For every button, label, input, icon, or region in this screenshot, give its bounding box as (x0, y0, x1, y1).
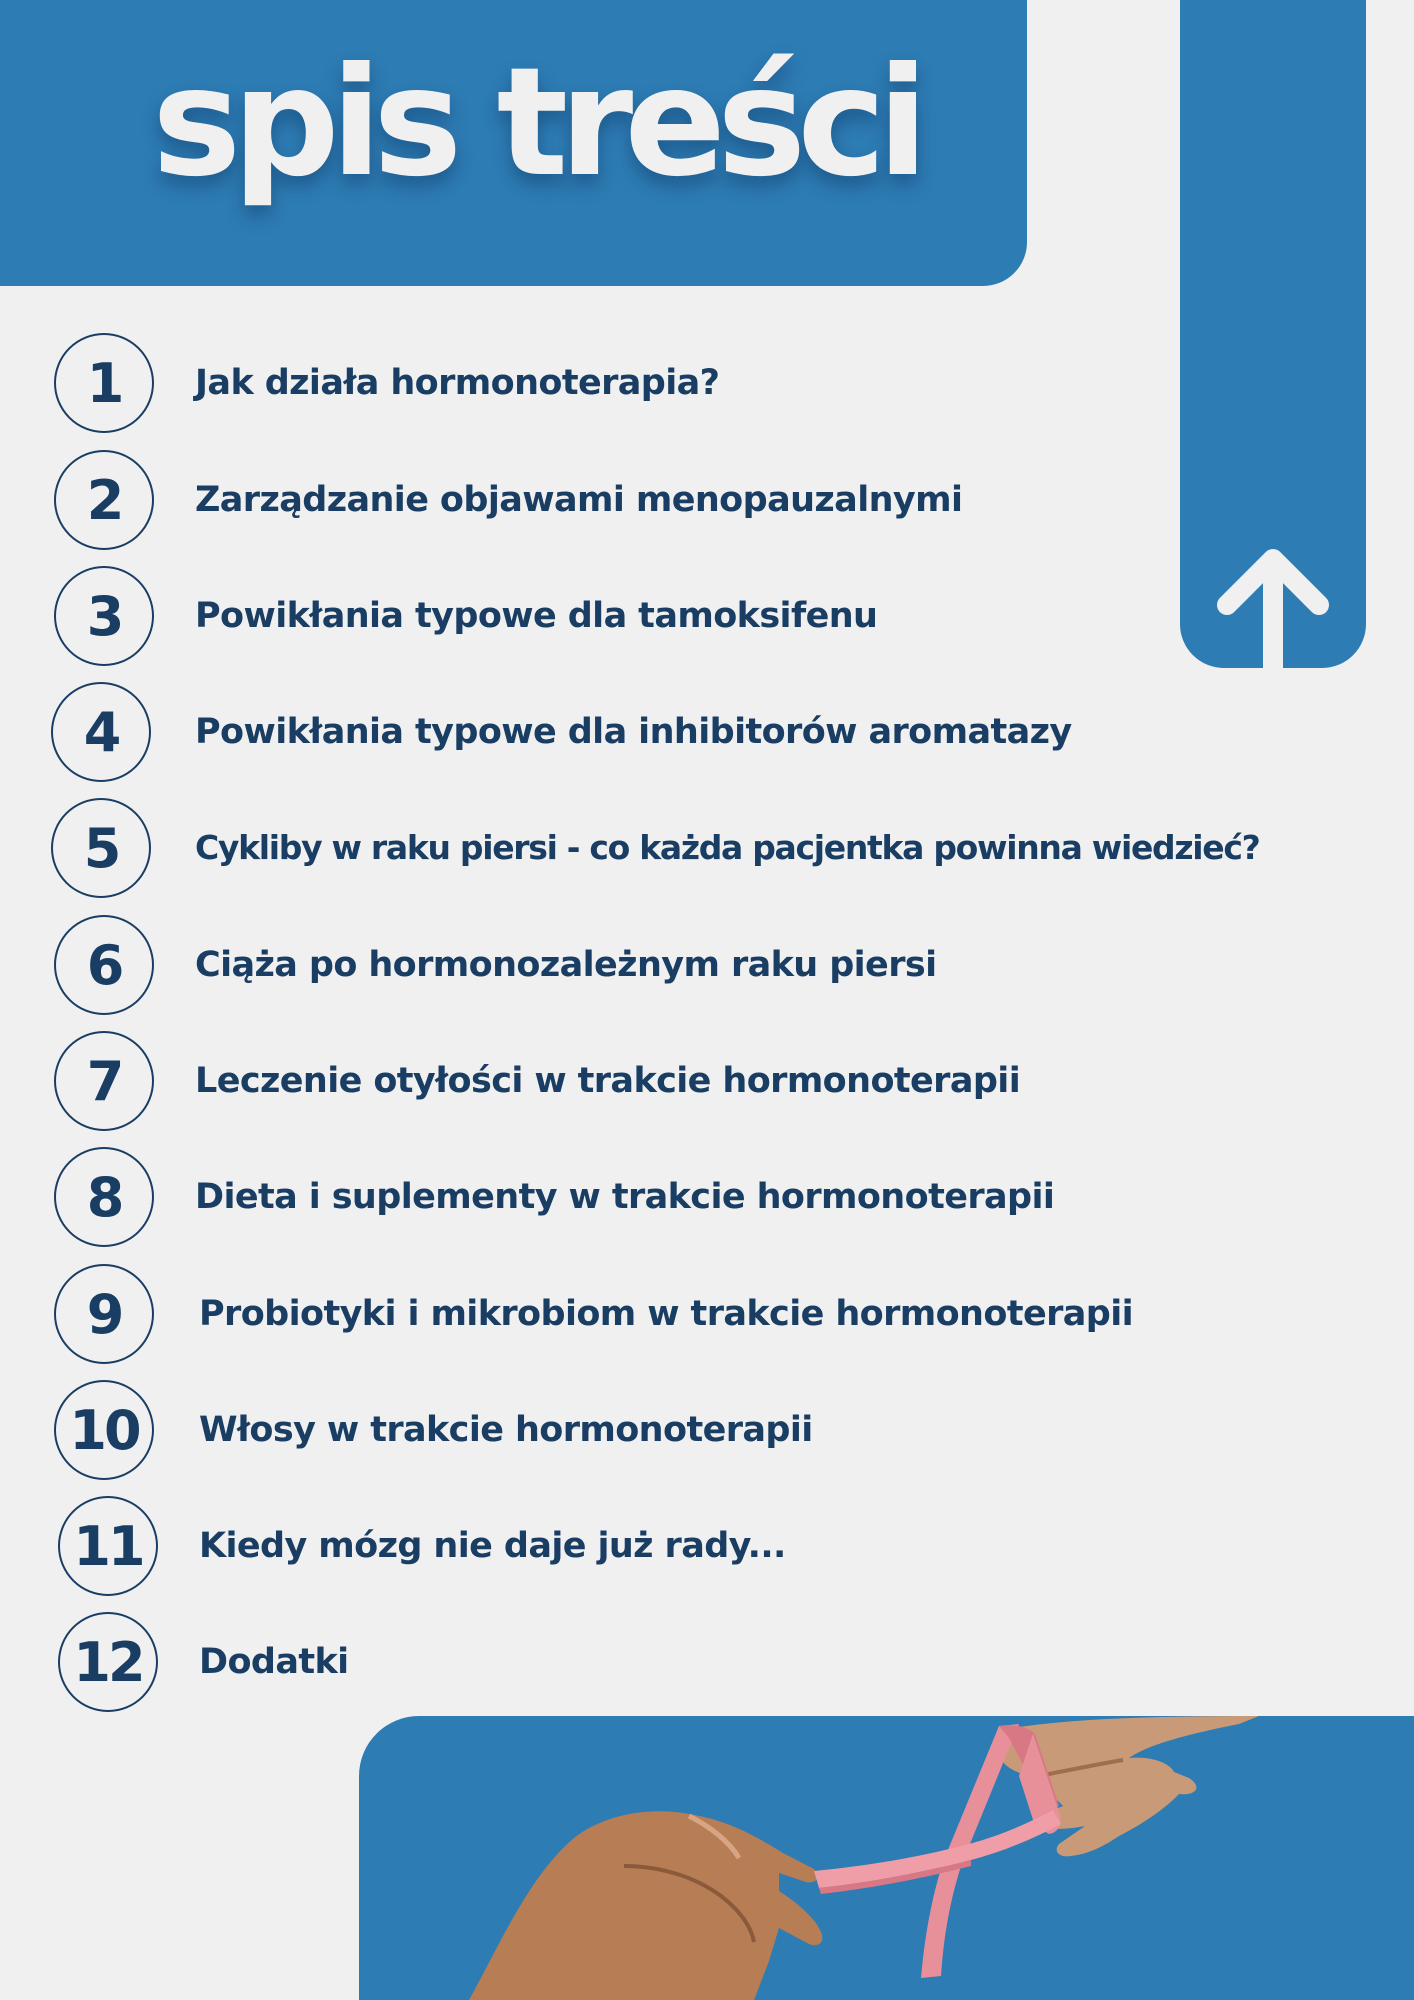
toc-item[interactable] (0, 682, 1414, 786)
item-label: Ciąża po hormonozależnym raku piersi (195, 945, 937, 985)
item-label: Probiotyki i mikrobiom w trakcie hormonoterapii (199, 1294, 1134, 1334)
item-number: 2 (54, 450, 154, 550)
item-label: Leczenie otyłości w trakcie hormonoterapii (195, 1061, 1021, 1101)
page-title: spis treści (152, 36, 920, 210)
toc-item[interactable] (0, 566, 1414, 670)
item-label: Cykliby w raku piersi - co każda pacjentka powinna wiedzieć? (195, 828, 1260, 867)
item-label: Kiedy mózg nie daje już rady... (199, 1526, 786, 1566)
toc-item[interactable] (0, 1031, 1414, 1135)
item-number: 7 (54, 1031, 154, 1131)
item-label: Włosy w trakcie hormonoterapii (199, 1410, 813, 1450)
toc-item[interactable] (0, 798, 1414, 902)
item-number: 4 (51, 682, 151, 782)
header-panel (0, 0, 1027, 286)
item-number: 12 (58, 1612, 158, 1712)
toc-item[interactable] (0, 1147, 1414, 1251)
item-number: 3 (54, 566, 154, 666)
toc-item[interactable] (0, 450, 1414, 554)
toc-item[interactable] (0, 1496, 1414, 1600)
toc-item[interactable] (0, 1264, 1414, 1368)
toc-item[interactable] (0, 333, 1414, 437)
item-label: Dieta i suplementy w trakcie hormonoterapii (195, 1177, 1055, 1217)
toc-item[interactable] (0, 915, 1414, 1019)
item-number: 11 (58, 1496, 158, 1596)
item-label: Powikłania typowe dla tamoksifenu (195, 596, 878, 636)
item-number: 5 (51, 798, 151, 898)
bottom-photo-panel (359, 1716, 1414, 2000)
toc-item[interactable] (0, 1612, 1414, 1716)
pink-ribbon-hands-illustration (359, 1716, 1414, 2000)
item-label: Dodatki (199, 1642, 349, 1682)
item-number: 10 (54, 1380, 154, 1480)
toc-item[interactable] (0, 1380, 1414, 1484)
item-label: Jak działa hormonoterapia? (195, 363, 720, 403)
item-number: 6 (54, 915, 154, 1015)
item-number: 9 (54, 1264, 154, 1364)
item-number: 1 (54, 333, 154, 433)
item-number: 8 (54, 1147, 154, 1247)
item-label: Zarządzanie objawami menopauzalnymi (195, 480, 963, 520)
item-label: Powikłania typowe dla inhibitorów aromatazy (195, 712, 1072, 752)
